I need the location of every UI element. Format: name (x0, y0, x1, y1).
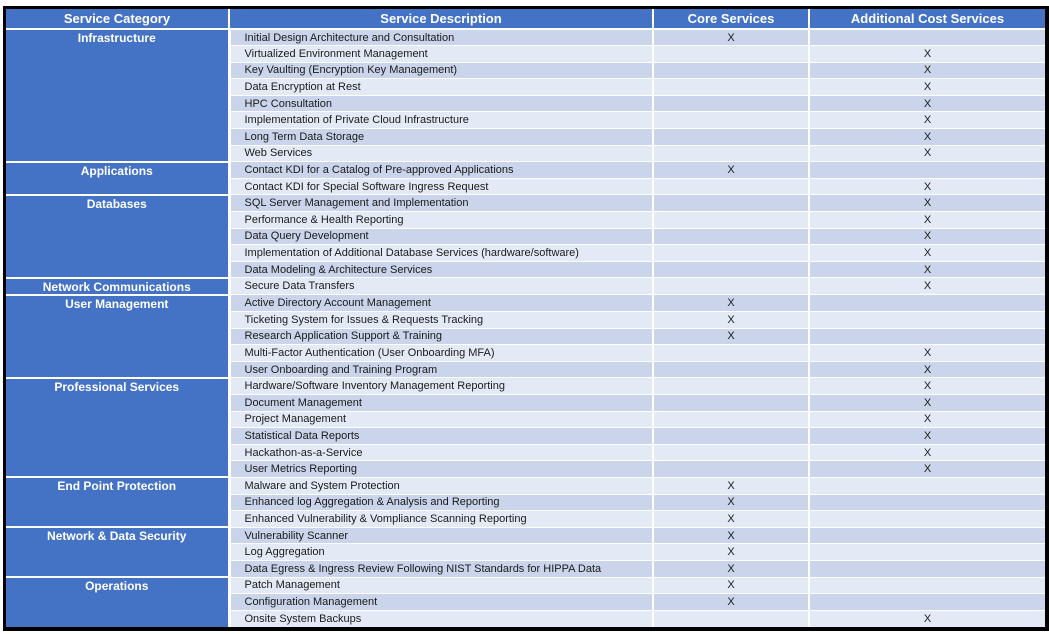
service-description-cell: Project Management (229, 411, 653, 428)
service-description-cell: Hardware/Software Inventory Management Reporting (229, 378, 653, 395)
core-services-mark (653, 228, 809, 245)
additional-cost-mark: X (809, 228, 1045, 245)
additional-cost-mark: X (809, 112, 1045, 129)
core-services-mark (653, 428, 809, 445)
services-table (6, 9, 1045, 627)
service-description-cell: Performance & Health Reporting (229, 212, 653, 229)
service-description-cell: Document Management (229, 394, 653, 411)
service-row (6, 295, 1045, 312)
service-description-cell: User Metrics Reporting (229, 461, 653, 478)
core-services-mark (653, 261, 809, 278)
core-services-mark: X (653, 29, 809, 46)
service-description-cell: Ticketing System for Issues & Requests Tracking (229, 312, 653, 329)
additional-cost-mark: X (809, 195, 1045, 212)
category-cell-user-management: User Management (6, 295, 229, 378)
core-services-mark: X (653, 511, 809, 528)
service-description-cell: Active Directory Account Management (229, 295, 653, 312)
service-description-cell: Enhanced log Aggregation & Analysis and Reporting (229, 494, 653, 511)
core-services-mark (653, 345, 809, 362)
additional-cost-mark (809, 162, 1045, 179)
core-services-mark: X (653, 312, 809, 329)
service-description-cell: Key Vaulting (Encryption Key Management) (229, 62, 653, 79)
category-cell-network-data-security: Network & Data Security (6, 527, 229, 577)
category-cell-network-communications: Network Communications (6, 278, 229, 295)
service-row (6, 378, 1045, 395)
service-description-cell: SQL Server Management and Implementation (229, 195, 653, 212)
service-description-cell: Research Application Support & Training (229, 328, 653, 345)
additional-cost-mark (809, 577, 1045, 594)
core-services-mark: X (653, 594, 809, 611)
core-services-mark (653, 278, 809, 295)
additional-cost-mark: X (809, 212, 1045, 229)
service-description-cell: Data Modeling & Architecture Services (229, 261, 653, 278)
additional-cost-mark: X (809, 62, 1045, 79)
core-services-mark: X (653, 162, 809, 179)
additional-cost-mark: X (809, 79, 1045, 96)
column-header-service-description: Service Description (229, 9, 653, 29)
service-row (6, 577, 1045, 594)
additional-cost-mark (809, 494, 1045, 511)
additional-cost-mark: X (809, 394, 1045, 411)
core-services-mark (653, 62, 809, 79)
core-services-mark (653, 245, 809, 262)
additional-cost-mark (809, 527, 1045, 544)
additional-cost-mark: X (809, 461, 1045, 478)
category-cell-databases: Databases (6, 195, 229, 278)
additional-cost-mark: X (809, 378, 1045, 395)
additional-cost-mark: X (809, 278, 1045, 295)
service-description-cell: Secure Data Transfers (229, 278, 653, 295)
core-services-mark: X (653, 328, 809, 345)
core-services-mark (653, 394, 809, 411)
core-services-mark: X (653, 544, 809, 561)
service-description-cell: Implementation of Private Cloud Infrastructure (229, 112, 653, 129)
table-header-row (6, 9, 1045, 29)
core-services-mark (653, 461, 809, 478)
additional-cost-mark (809, 295, 1045, 312)
core-services-mark: X (653, 560, 809, 577)
core-services-mark (653, 361, 809, 378)
additional-cost-mark (809, 544, 1045, 561)
category-cell-professional-services: Professional Services (6, 378, 229, 478)
service-description-cell: Virtualized Environment Management (229, 46, 653, 63)
additional-cost-mark: X (809, 411, 1045, 428)
service-description-cell: Multi-Factor Authentication (User Onboarding MFA) (229, 345, 653, 362)
additional-cost-mark: X (809, 610, 1045, 627)
core-services-mark (653, 46, 809, 63)
core-services-mark (653, 444, 809, 461)
core-services-mark: X (653, 577, 809, 594)
core-services-mark (653, 610, 809, 627)
core-services-mark (653, 129, 809, 146)
additional-cost-mark (809, 560, 1045, 577)
service-description-cell: Configuration Management (229, 594, 653, 611)
service-row (6, 29, 1045, 46)
core-services-mark (653, 112, 809, 129)
additional-cost-mark (809, 29, 1045, 46)
service-description-cell: Web Services (229, 145, 653, 162)
service-description-cell: Data Query Development (229, 228, 653, 245)
service-row (6, 278, 1045, 295)
services-table-container (3, 6, 1049, 631)
service-description-cell: Contact KDI for Special Software Ingress Request (229, 178, 653, 195)
additional-cost-mark (809, 312, 1045, 329)
service-description-cell: Enhanced Vulnerability & Vompliance Scanning Reporting (229, 511, 653, 528)
service-description-cell: Statistical Data Reports (229, 428, 653, 445)
service-description-cell: Data Encryption at Rest (229, 79, 653, 96)
service-row (6, 195, 1045, 212)
additional-cost-mark (809, 328, 1045, 345)
services-table-body (6, 29, 1045, 627)
core-services-mark (653, 378, 809, 395)
category-cell-applications: Applications (6, 162, 229, 195)
core-services-mark (653, 145, 809, 162)
service-row (6, 162, 1045, 179)
column-header-service-category: Service Category (6, 9, 229, 29)
service-description-cell: Data Egress & Ingress Review Following NIST Standards for HIPPA Data (229, 560, 653, 577)
additional-cost-mark: X (809, 245, 1045, 262)
service-description-cell: Log Aggregation (229, 544, 653, 561)
service-description-cell: Implementation of Additional Database Services (hardware/software) (229, 245, 653, 262)
additional-cost-mark: X (809, 261, 1045, 278)
core-services-mark (653, 79, 809, 96)
additional-cost-mark (809, 511, 1045, 528)
core-services-mark: X (653, 527, 809, 544)
category-cell-end-point-protection: End Point Protection (6, 477, 229, 527)
additional-cost-mark (809, 477, 1045, 494)
service-description-cell: Patch Management (229, 577, 653, 594)
core-services-mark: X (653, 295, 809, 312)
service-description-cell: User Onboarding and Training Program (229, 361, 653, 378)
service-description-cell: Hackathon-as-a-Service (229, 444, 653, 461)
service-description-cell: Onsite System Backups (229, 610, 653, 627)
additional-cost-mark (809, 594, 1045, 611)
core-services-mark: X (653, 494, 809, 511)
service-description-cell: Initial Design Architecture and Consultation (229, 29, 653, 46)
additional-cost-mark: X (809, 345, 1045, 362)
core-services-mark (653, 95, 809, 112)
service-description-cell: Long Term Data Storage (229, 129, 653, 146)
core-services-mark (653, 195, 809, 212)
additional-cost-mark: X (809, 428, 1045, 445)
additional-cost-mark: X (809, 361, 1045, 378)
core-services-mark: X (653, 477, 809, 494)
additional-cost-mark: X (809, 95, 1045, 112)
core-services-mark (653, 411, 809, 428)
service-row (6, 477, 1045, 494)
additional-cost-mark: X (809, 444, 1045, 461)
additional-cost-mark: X (809, 145, 1045, 162)
category-cell-infrastructure: Infrastructure (6, 29, 229, 162)
core-services-mark (653, 212, 809, 229)
column-header-additional-cost-services: Additional Cost Services (809, 9, 1045, 29)
service-description-cell: HPC Consultation (229, 95, 653, 112)
service-description-cell: Contact KDI for a Catalog of Pre-approved Applications (229, 162, 653, 179)
service-description-cell: Vulnerability Scanner (229, 527, 653, 544)
additional-cost-mark: X (809, 46, 1045, 63)
core-services-mark (653, 178, 809, 195)
additional-cost-mark: X (809, 129, 1045, 146)
service-row (6, 527, 1045, 544)
category-cell-operations: Operations (6, 577, 229, 627)
column-header-core-services: Core Services (653, 9, 809, 29)
service-description-cell: Malware and System Protection (229, 477, 653, 494)
additional-cost-mark: X (809, 178, 1045, 195)
